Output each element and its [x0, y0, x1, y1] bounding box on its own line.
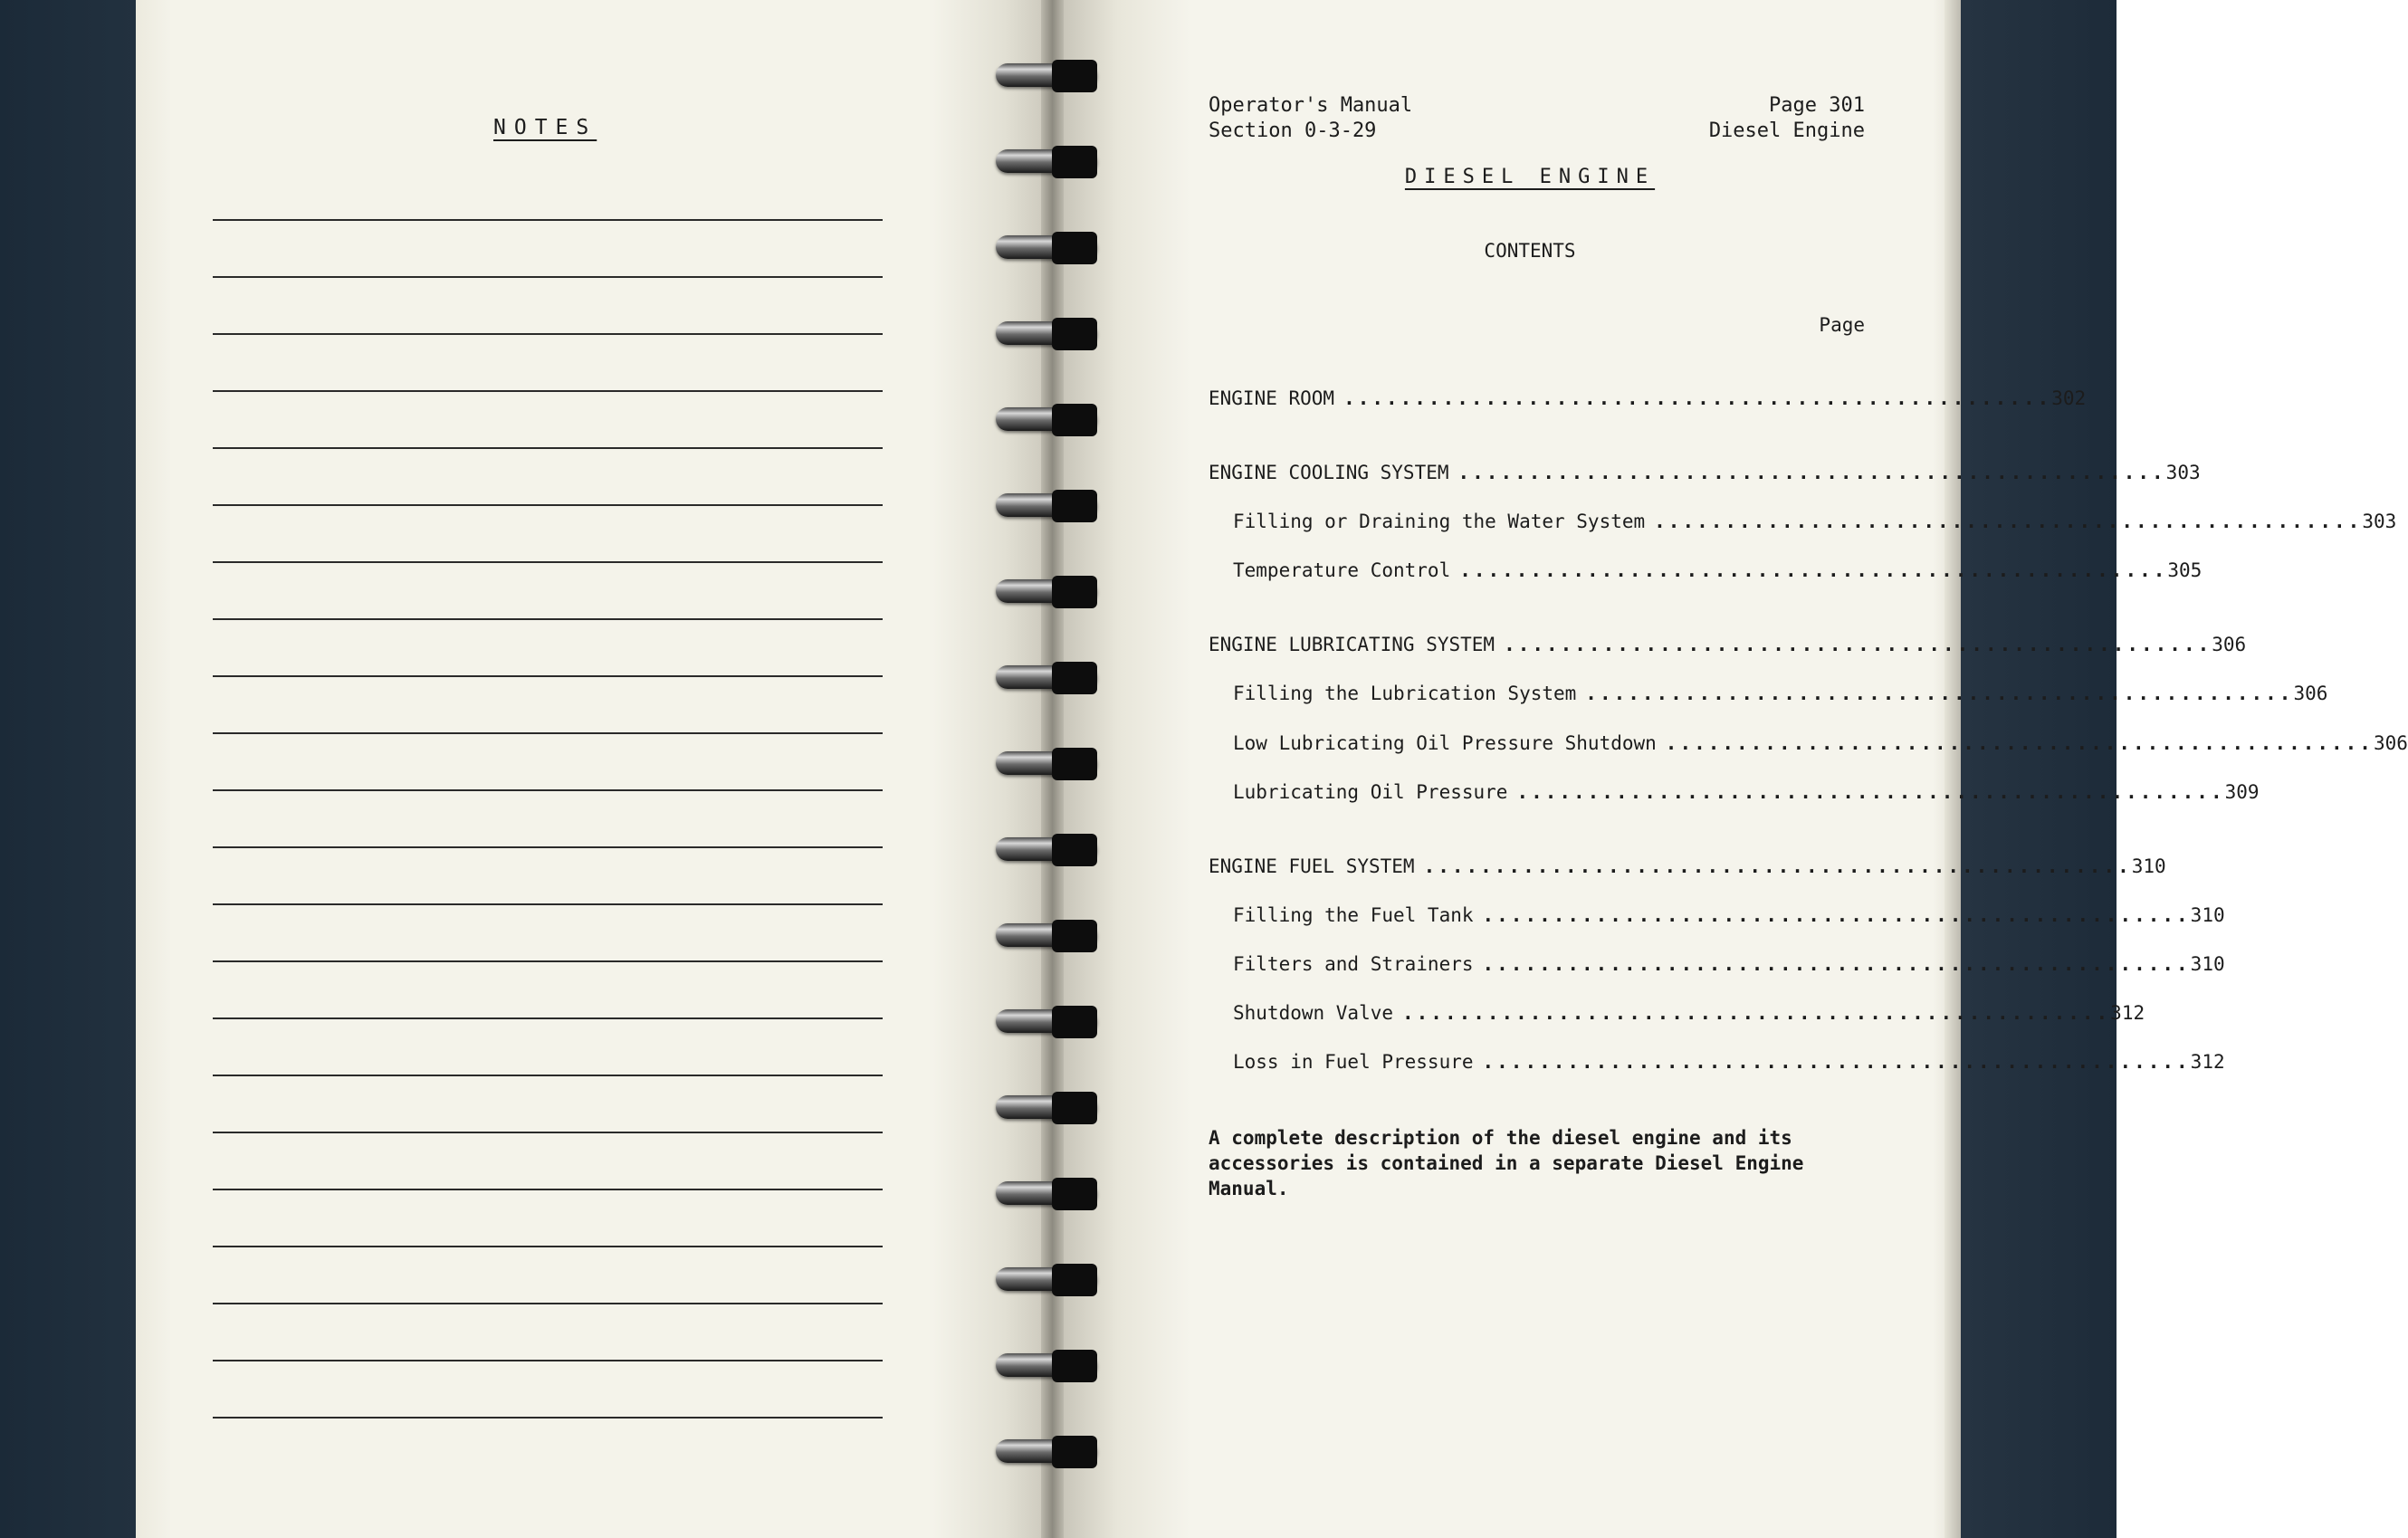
note-line: [213, 504, 883, 506]
toc-entry: [1209, 462, 2201, 489]
toc-entry: [1209, 855, 2166, 883]
chapter-name: Diesel Engine: [1708, 119, 1865, 142]
binding-coil: [996, 486, 1097, 526]
binding-coil: [996, 1174, 1097, 1214]
note-line: [213, 1246, 883, 1247]
toc-entry-label: Filters and Strainers: [1233, 953, 1474, 975]
binding-coil: [996, 658, 1097, 698]
page-header-left: [1209, 93, 1412, 144]
binding-coil: [996, 400, 1097, 440]
toc-entry-label: ENGINE LUBRICATING SYSTEM: [1209, 634, 1495, 655]
page-stack-edge: [1945, 0, 1961, 1538]
note-line: [213, 1417, 883, 1419]
toc-leader-dots: ..................................................: [1423, 855, 2132, 877]
toc-entry: [1233, 953, 2225, 980]
toc-entry-page: 310: [2131, 855, 2166, 877]
toc-entry-label: ENGINE FUEL SYSTEM: [1209, 855, 1415, 877]
toc-entry-page: 305: [2167, 559, 2203, 581]
note-line: [213, 732, 883, 734]
note-line: [213, 561, 883, 563]
toc-entry: [1233, 904, 2225, 931]
note-line: [213, 846, 883, 848]
note-line: [213, 1017, 883, 1019]
toc-leader-dots: ..................................................: [1585, 683, 2294, 704]
contents-heading: CONTENTS: [1484, 240, 1576, 262]
note-line: [213, 219, 883, 221]
right-page: [1064, 0, 1946, 1538]
note-line: [213, 789, 883, 791]
toc-leader-dots: ..................................................: [1654, 511, 2363, 532]
toc-entry-label: Loss in Fuel Pressure: [1233, 1051, 1474, 1073]
binding-coil: [996, 1346, 1097, 1386]
toc-entry: [1233, 559, 2203, 587]
toc-entry-label: Filling or Draining the Water System: [1233, 511, 1646, 532]
toc-leader-dots: ..................................................: [1402, 1002, 2111, 1024]
toc-entry-page: 306: [2373, 732, 2408, 754]
page-header-right: [1629, 93, 1865, 144]
note-line: [213, 1360, 883, 1361]
toc-entry-page: 310: [2190, 904, 2225, 926]
note-line: [213, 1075, 883, 1076]
toc-leader-dots: ..................................................: [1457, 462, 2166, 483]
toc-entry-label: Shutdown Valve: [1233, 1002, 1394, 1024]
toc-entry-page: 306: [2293, 683, 2328, 704]
binding-coil: [996, 1002, 1097, 1042]
binding-coil: [996, 56, 1097, 96]
toc-leader-dots: ..................................................: [1665, 732, 2374, 754]
toc-entry-page: 306: [2212, 634, 2247, 655]
toc-entry: [1233, 1051, 2225, 1078]
note-line: [213, 1303, 883, 1304]
page-number: Page 301: [1769, 94, 1865, 117]
left-page: [136, 0, 1041, 1538]
notes-title: NOTES: [493, 116, 597, 139]
toc-leader-dots: ..................................................: [1343, 387, 2052, 409]
toc-entry: [1233, 781, 2260, 808]
note-line: [213, 447, 883, 449]
note-line: [213, 903, 883, 905]
note-line: [213, 675, 883, 677]
toc-entry-label: Filling the Lubrication System: [1233, 683, 1577, 704]
toc-entry-page: 312: [2110, 1002, 2145, 1024]
note-line: [213, 390, 883, 392]
binding-coil: [996, 1260, 1097, 1300]
toc-leader-dots: ..................................................: [1482, 953, 2191, 975]
section-number: Section 0-3-29: [1209, 119, 1377, 142]
toc-entry: [1209, 387, 2087, 415]
toc-leader-dots: ..................................................: [1516, 781, 2225, 803]
binding-coil: [996, 228, 1097, 268]
note-line: [213, 1189, 883, 1190]
toc-entry-label: ENGINE ROOM: [1209, 387, 1335, 409]
toc-entry-page: 303: [2165, 462, 2201, 483]
binding-coil: [996, 572, 1097, 612]
toc-entry-label: Lubricating Oil Pressure: [1233, 781, 1508, 803]
binding-coil: [996, 142, 1097, 182]
binding-coil: [996, 1088, 1097, 1128]
toc-entry-page: 309: [2224, 781, 2260, 803]
note-line: [213, 618, 883, 620]
note-line: [213, 276, 883, 278]
toc-leader-dots: ..................................................: [1459, 559, 2168, 581]
page-title: DIESEL ENGINE: [1404, 166, 1656, 188]
toc-entry: [1233, 1002, 2145, 1029]
toc-entry-label: Filling the Fuel Tank: [1233, 904, 1474, 926]
toc-entry: [1233, 683, 2328, 710]
binding-coil: [996, 830, 1097, 870]
toc-entry: [1233, 511, 2397, 538]
toc-leader-dots: ..................................................: [1482, 1051, 2191, 1073]
toc-entry: [1233, 732, 2408, 759]
page-column-heading: Page: [1819, 314, 1865, 336]
note-line: [213, 333, 883, 335]
toc-entry: [1209, 634, 2247, 661]
toc-entry-label: Temperature Control: [1233, 559, 1451, 581]
note-line: [213, 1132, 883, 1133]
toc-entry-page: 310: [2190, 953, 2225, 975]
binding-coil: [996, 916, 1097, 956]
reference-note: A complete description of the diesel engine and its accessories is contained in a separate Diesel Engine Manual.: [1209, 1127, 1804, 1199]
binding-coil: [996, 1432, 1097, 1472]
toc-entry-label: ENGINE COOLING SYSTEM: [1209, 462, 1449, 483]
toc-entry-page: 303: [2362, 511, 2397, 532]
toc-entry-page: 302: [2051, 387, 2087, 409]
toc-entry-page: 312: [2190, 1051, 2225, 1073]
toc-leader-dots: ..................................................: [1482, 904, 2191, 926]
toc-entry-label: Low Lubricating Oil Pressure Shutdown: [1233, 732, 1657, 754]
binding-coil: [996, 314, 1097, 354]
toc-leader-dots: ..................................................: [1504, 634, 2212, 655]
manual-title: Operator's Manual: [1209, 94, 1413, 117]
note-line: [213, 960, 883, 962]
binding-coil: [996, 744, 1097, 784]
